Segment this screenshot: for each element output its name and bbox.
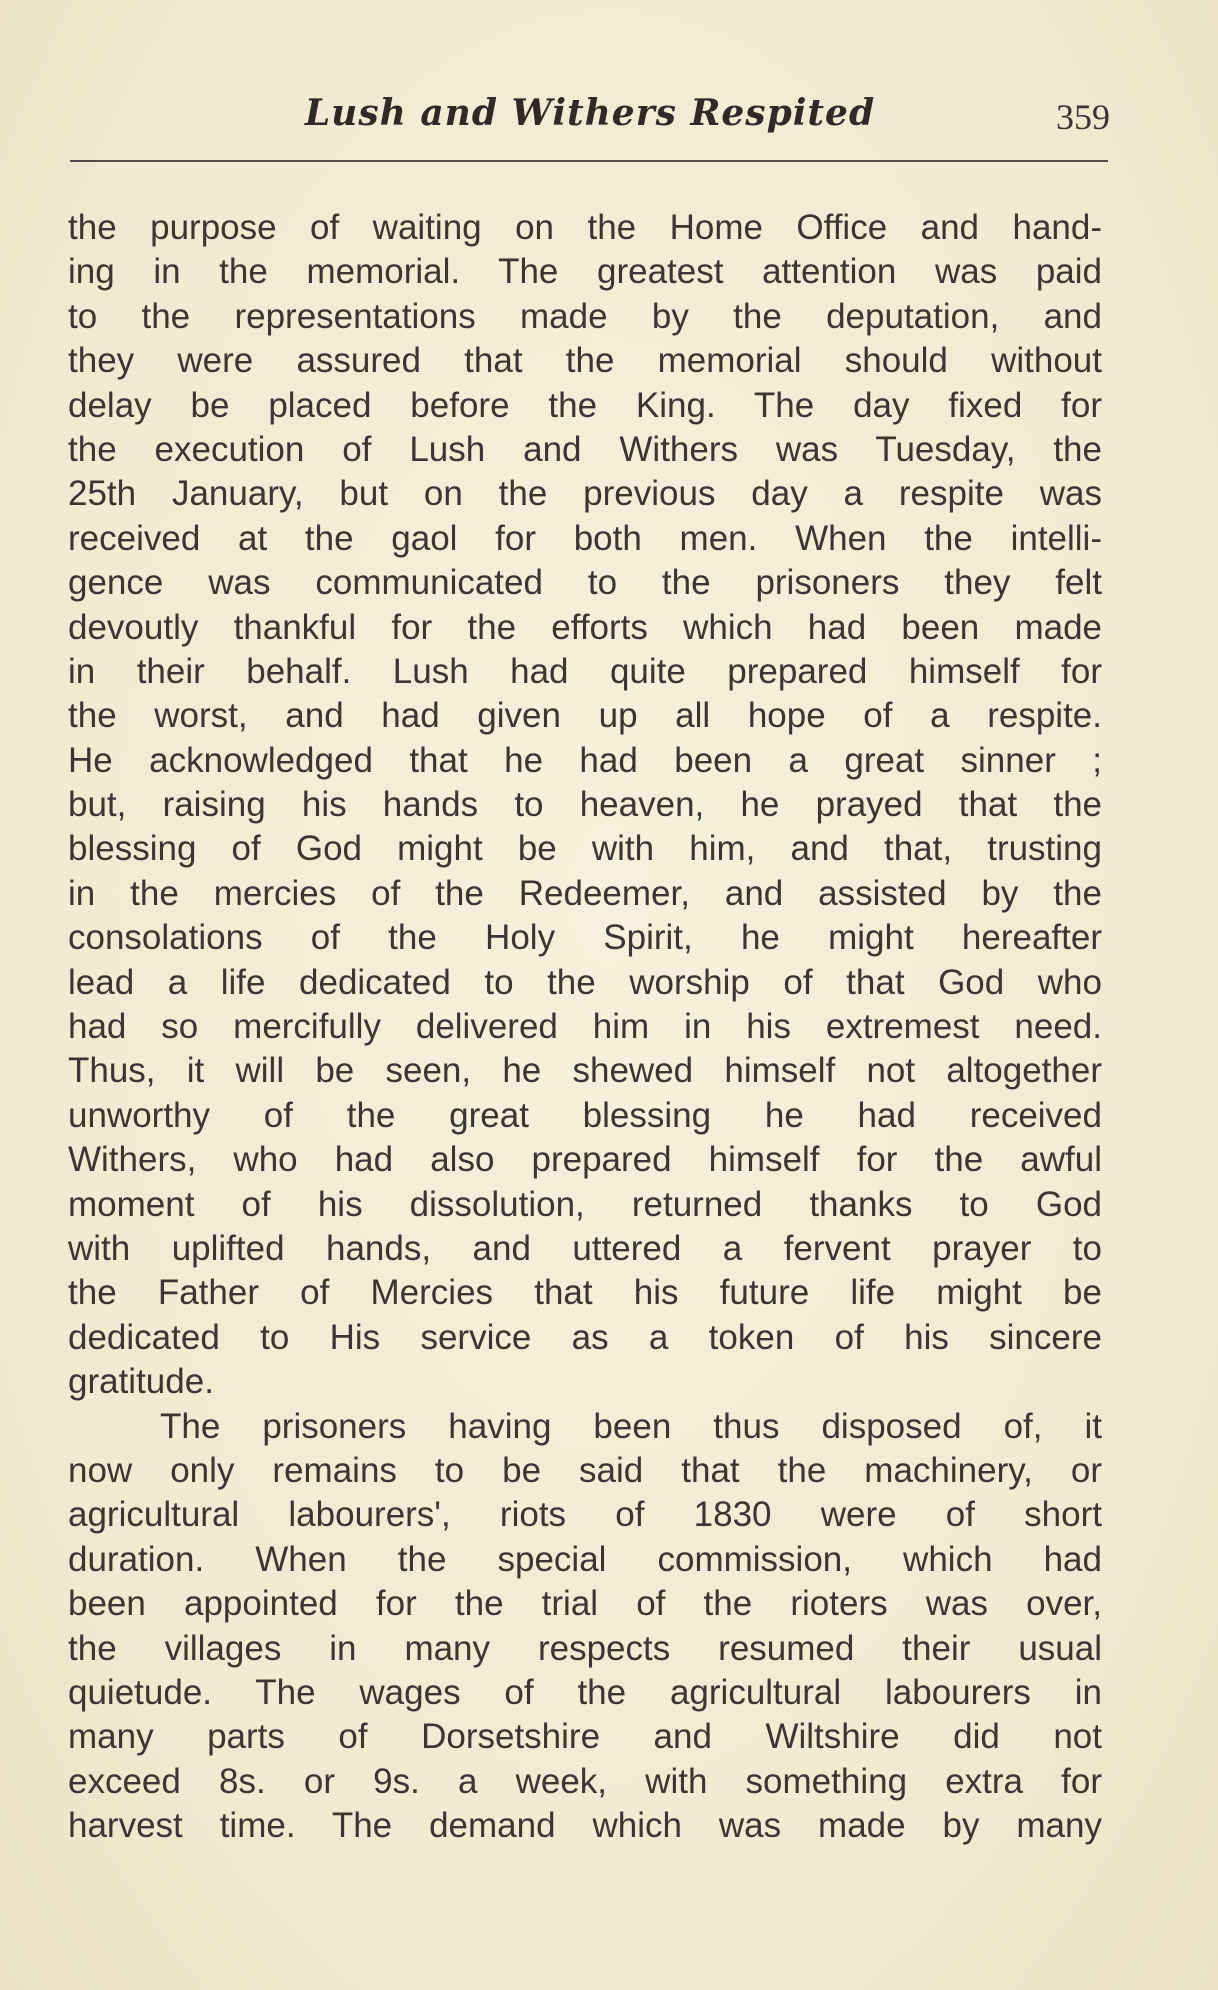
- text-line: the purpose of waiting on the Home Office and hand-: [68, 208, 1102, 247]
- text-line: delay be placed before the King. The day fixed for: [68, 385, 1102, 425]
- text-line: the worst, and had given up all hope of a respite.: [68, 696, 1102, 736]
- text-line: agricultural labourers', riots of 1830 were of short: [68, 1495, 1102, 1535]
- text-line: consolations of the Holy Spirit, he might hereafter: [68, 918, 1102, 958]
- text-line: He acknowledged that he had been a great sinner ;: [68, 740, 1102, 780]
- text-line: quietude. The wages of the agricultural labourers in: [68, 1672, 1102, 1712]
- text-line: ing in the memorial. The greatest attention was paid: [68, 252, 1102, 292]
- text-line: lead a life dedicated to the worship of that God who: [68, 962, 1102, 1002]
- text-line: now only remains to be said that the machinery, or: [68, 1450, 1102, 1490]
- text-line: unworthy of the great blessing he had received: [68, 1095, 1102, 1135]
- text-line: harvest time. The demand which was made by many: [68, 1806, 1102, 1846]
- text-line: in their behalf. Lush had quite prepared himself for: [68, 651, 1102, 691]
- text-line: gence was communicated to the prisoners they felt: [68, 563, 1102, 603]
- text-line: with uplifted hands, and uttered a fervent prayer to: [68, 1228, 1102, 1268]
- text-line: the execution of Lush and Withers was Tuesday, the: [68, 429, 1102, 469]
- text-line: Withers, who had also prepared himself for the awful: [68, 1140, 1102, 1180]
- text-line: exceed 8s. or 9s. a week, with something extra for: [68, 1761, 1102, 1801]
- text-line: many parts of Dorsetshire and Wiltshire did not: [68, 1717, 1102, 1757]
- text-line: to the representations made by the deputation, and: [68, 296, 1102, 336]
- page-header: [70, 92, 1110, 148]
- header-rule: [70, 160, 1108, 162]
- running-title: Lush and Withers Respited: [304, 92, 876, 134]
- text-line: the Father of Mercies that his future life might be: [68, 1273, 1102, 1313]
- page-number: 359: [1056, 97, 1110, 137]
- text-line: moment of his dissolution, returned thanks to God: [68, 1184, 1102, 1224]
- text-line: The prisoners having been thus disposed of, it: [160, 1406, 1102, 1446]
- text-line: been appointed for the trial of the rioters was over,: [68, 1584, 1102, 1624]
- text-line: they were assured that the memorial should without: [68, 341, 1102, 381]
- text-line: 25th January, but on the previous day a respite was: [68, 474, 1102, 514]
- text-line: received at the gaol for both men. When the intelli-: [68, 518, 1102, 558]
- text-line: the villages in many respects resumed their usual: [68, 1628, 1102, 1668]
- text-line: blessing of God might be with him, and that, trusting: [68, 829, 1102, 869]
- text-line: duration. When the special commission, which had: [68, 1539, 1102, 1579]
- text-line: but, raising his hands to heaven, he prayed that the: [68, 785, 1102, 825]
- text-line: had so mercifully delivered him in his extremest need.: [68, 1007, 1102, 1047]
- text-line: Thus, it will be seen, he shewed himself not altogether: [68, 1051, 1102, 1091]
- text-line: dedicated to His service as a token of his sincere: [68, 1317, 1102, 1357]
- text-line: gratitude.: [68, 1362, 214, 1402]
- text-line: devoutly thankful for the efforts which had been made: [68, 607, 1102, 647]
- text-line: in the mercies of the Redeemer, and assisted by the: [68, 873, 1102, 913]
- body-text: [68, 206, 1102, 1848]
